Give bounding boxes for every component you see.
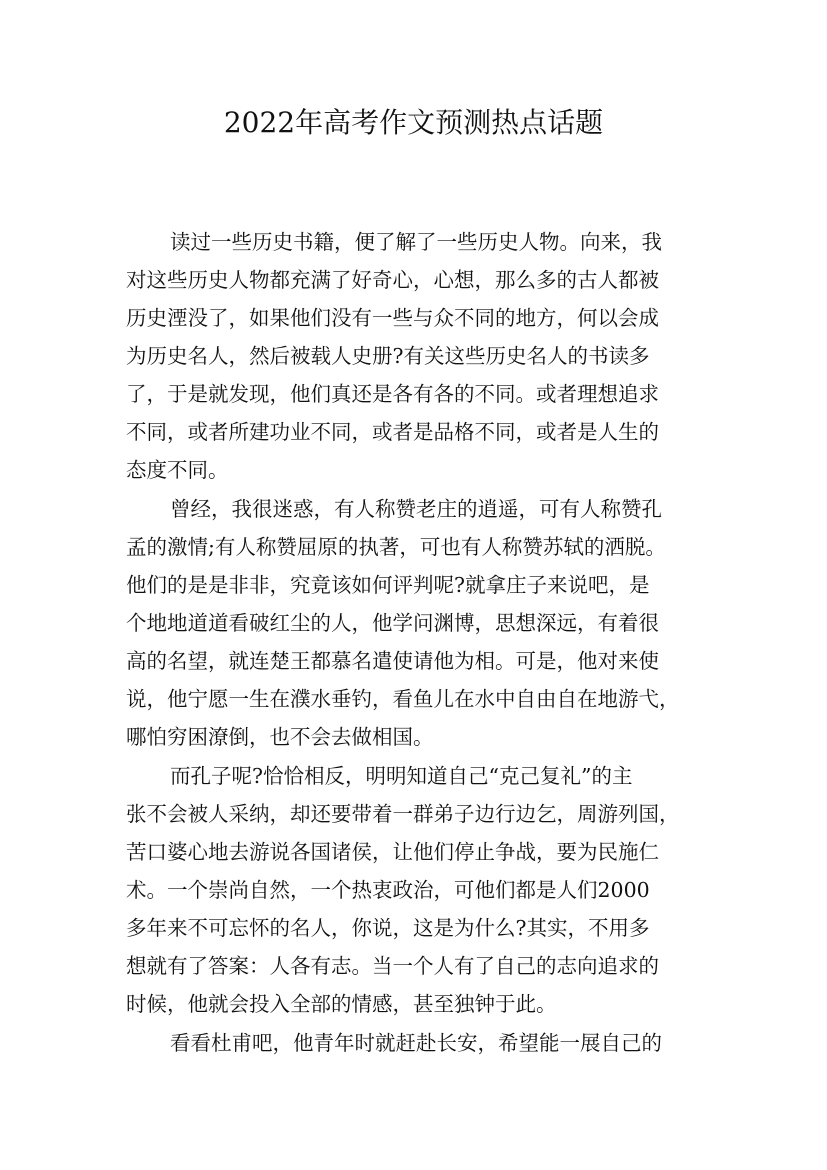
paragraph-1-line-6: 不同，或者所建功业不同，或者是品格不同，或者是人生的 — [126, 420, 659, 444]
paragraph-4-line-1: 看看杜甫吧，他青年时就赶赴长安，希望能一展自己的 — [170, 1031, 662, 1055]
paragraph-3-line-1: 而孔子呢?恰恰相反，明明知道自己“克己复礼”的主 — [170, 764, 633, 788]
paragraph-1-line-7: 态度不同。 — [126, 458, 229, 482]
paragraph-3-line-3: 苦口婆心地去游说各国诸侯，让他们停止争战，要为民施仁 — [126, 840, 659, 864]
paragraph-1-line-5: 了，于是就发现，他们真还是各有各的不同。或者理想追求 — [126, 382, 659, 406]
paragraph-2-line-1: 曾经，我很迷惑，有人称赞老庄的逍遥，可有人称赞孔 — [170, 497, 662, 521]
paragraph-1-line-1: 读过一些历史书籍，便了解了一些历史人物。向来，我 — [170, 230, 662, 254]
paragraph-2-line-3: 他们的是是非非，究竟该如何评判呢?就拿庄子来说吧，是 — [126, 573, 650, 597]
paragraph-3-line-4: 术。一个崇尚自然，一个热衷政治，可他们都是人们2000 — [126, 878, 650, 902]
paragraph-2-line-4: 个地地道道看破红尘的人，他学问渊博，思想深远，有着很 — [126, 611, 659, 635]
paragraph-2-line-5: 高的名望，就连楚王都慕名遣使请他为相。可是，他对来使 — [126, 649, 659, 673]
paragraph-2-line-2: 孟的激情;有人称赞屈原的执著，可也有人称赞苏轼的洒脱。 — [126, 535, 666, 559]
paragraph-3-line-6: 想就有了答案：人各有志。当一个人有了自己的志向追求的 — [126, 954, 659, 978]
paragraph-3-line-5: 多年来不可忘怀的名人，你说，这是为什么?其实，不用多 — [126, 916, 650, 940]
paragraph-3-line-2: 张不会被人采纳，却还要带着一群弟子边行边乞，周游列国， — [126, 802, 680, 826]
document-title: 2022年高考作文预测热点话题 — [223, 106, 604, 139]
paragraph-2-line-6: 说，他宁愿一生在濮水垂钓，看鱼儿在水中自由自在地游弋， — [126, 687, 680, 711]
paragraph-1-line-3: 历史湮没了，如果他们没有一些与众不同的地方，何以会成 — [126, 306, 659, 330]
paragraph-3-line-7: 时候，他就会投入全部的情感，甚至独钟于此。 — [126, 992, 557, 1016]
paragraph-1-line-2: 对这些历史人物都充满了好奇心，心想，那么多的古人都被 — [126, 268, 659, 292]
paragraph-1-line-4: 为历史名人，然后被载人史册?有关这些历史名人的书读多 — [126, 344, 650, 368]
paragraph-2-line-7: 哪怕穷困潦倒，也不会去做相国。 — [126, 725, 434, 749]
